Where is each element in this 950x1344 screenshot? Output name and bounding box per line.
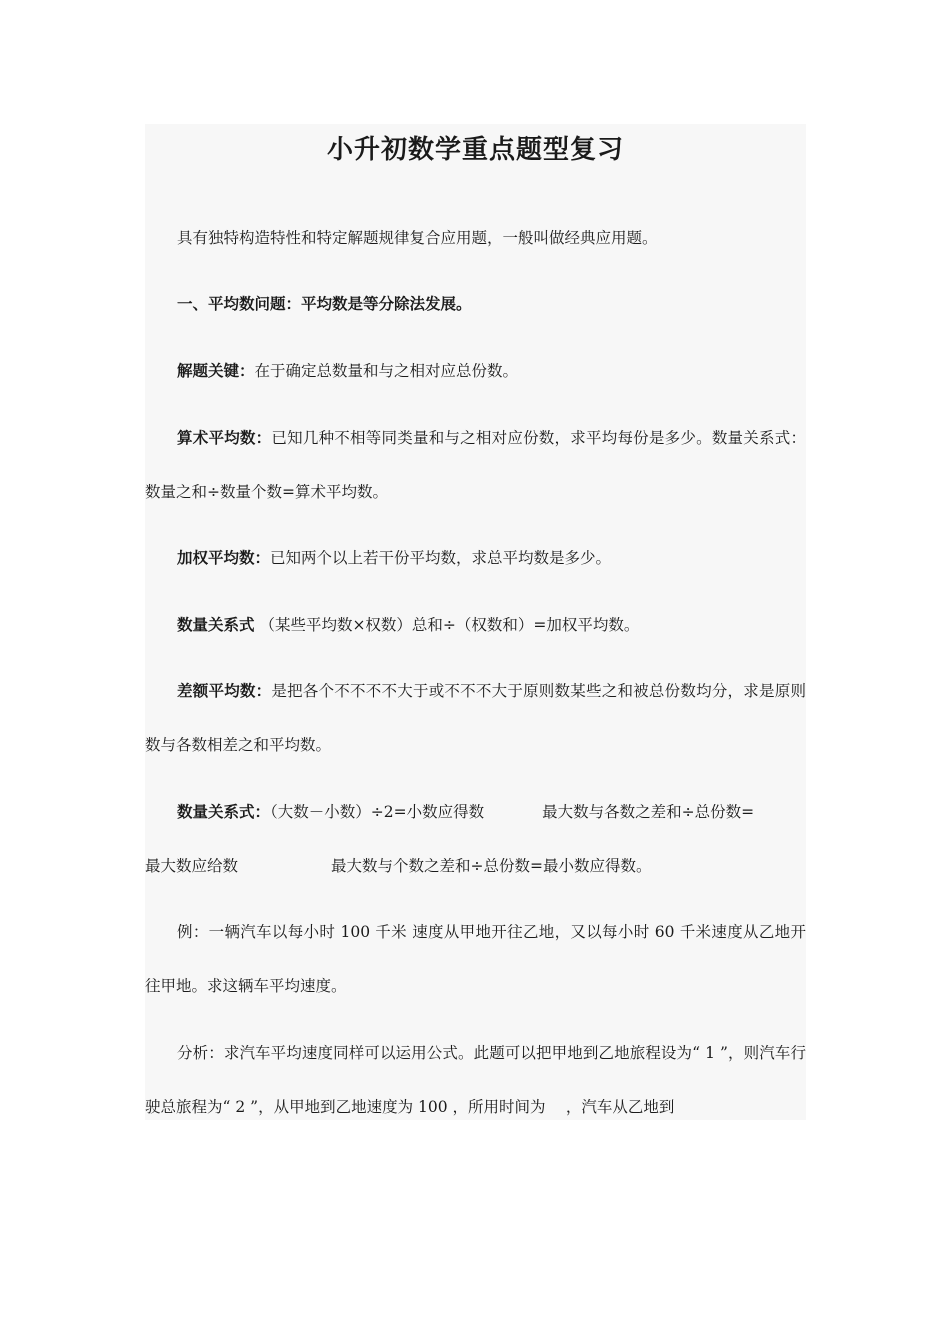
relation2-part3: 最大数应给数	[145, 857, 239, 875]
weighted-paragraph	[145, 531, 806, 585]
relation2-line1	[145, 785, 806, 839]
intro-paragraph	[145, 211, 806, 265]
difference-paragraph	[145, 664, 806, 772]
key-text: 在于确定总数量和与之相对应总份数。	[254, 362, 519, 380]
relation1-text: （某些平均数×权数）总和÷（权数和）=加权平均数。	[254, 616, 640, 634]
key-label: 解题关键：	[177, 361, 255, 380]
example-paragraph	[145, 905, 806, 1013]
arithmetic-text: 已知几种不相等同类量和与之相对应份数，求平均每份是多少。数量关系式：数量之和÷数量个数=算术平均数。	[145, 429, 806, 501]
weighted-text: 已知两个以上若干份平均数，求总平均数是多少。	[270, 549, 612, 567]
relation2-line2	[145, 839, 806, 893]
example-text: 例：一辆汽车以每小时 100 千米 速度从甲地开往乙地，又以每小时 60 千米速度从乙地开往甲地。求这辆车平均速度。	[145, 923, 806, 995]
difference-label: 差额平均数：	[177, 681, 272, 700]
difference-text: 是把各个不不不不大于或不不不大于原则数某些之和被总份数均分，求是原则数与各数相差之和平均数。	[145, 682, 806, 754]
page-title: 小升初数学重点题型复习	[326, 135, 624, 165]
section-heading-text: 一、平均数问题：平均数是等分除法发展。	[177, 294, 472, 313]
analysis-paragraph	[145, 1026, 806, 1134]
weighted-label: 加权平均数：	[177, 548, 271, 567]
relation2-part2: 最大数与各数之差和÷总份数=	[542, 803, 755, 821]
section-heading	[145, 277, 806, 331]
relation1-label: 数量关系式	[177, 615, 255, 634]
relation2-part4: 最大数与个数之差和÷总份数=最小数应得数。	[331, 857, 652, 875]
arithmetic-label: 算术平均数：	[177, 428, 272, 447]
key-paragraph	[145, 344, 806, 398]
analysis-text: 分析：求汽车平均速度同样可以运用公式。此题可以把甲地到乙地旅程设为“ 1 ”，则汽车行驶总旅程为“ 2 ”，从甲地到乙地速度为 100 ，所用时间为 ，汽车从乙地到	[145, 1044, 806, 1116]
intro-text: 具有独特构造特性和特定解题规律复合应用题，一般叫做经典应用题。	[177, 229, 658, 247]
relation1-paragraph	[145, 598, 806, 652]
relation2-label: 数量关系式：	[177, 802, 271, 821]
relation2-part1: （大数－小数）÷2=小数应得数	[270, 803, 485, 821]
arithmetic-paragraph	[145, 411, 806, 519]
